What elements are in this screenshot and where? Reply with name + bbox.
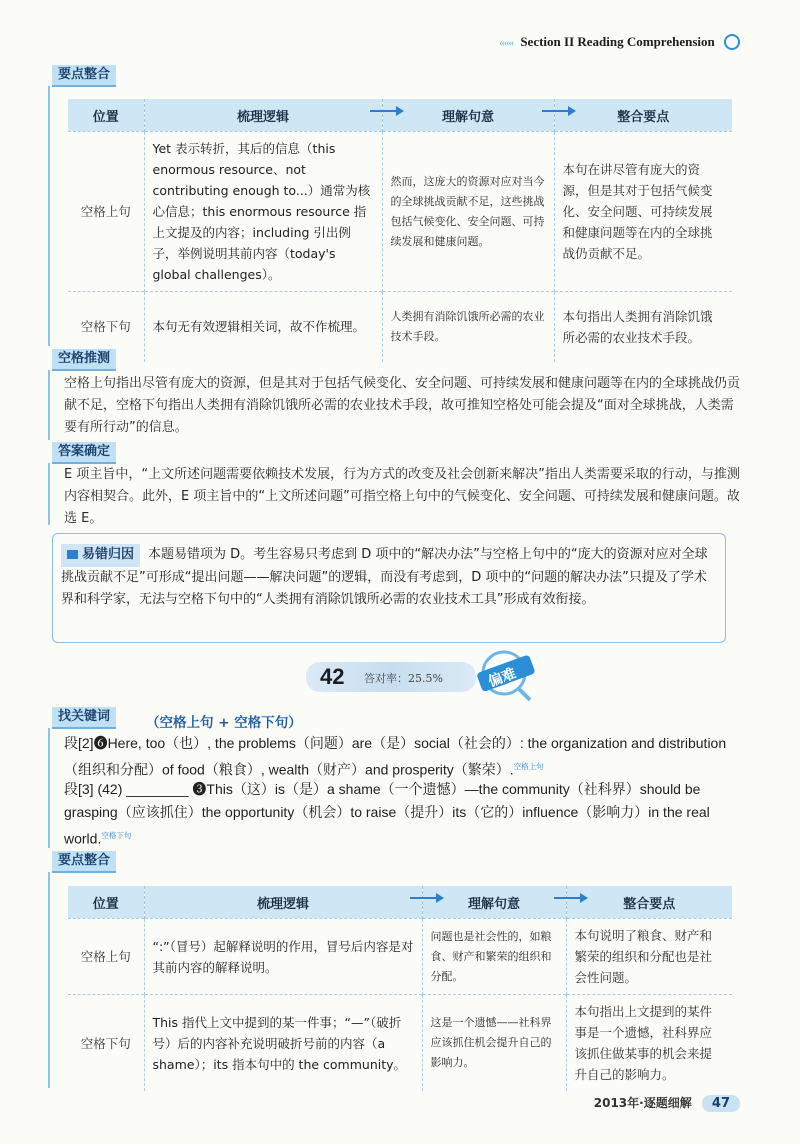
keyword-sentence-1: 段[2]❻Here, too（也）, the problems（问题）are（是）social（社会的）: the organization and distribution（组织和分配）of food（粮食）, wealth（财产）and prosperity（繁荣）.$^{空格上句}$	[64, 735, 727, 778]
correct-rate: 答对率：25.5%	[364, 672, 443, 685]
table-header-row	[68, 99, 732, 132]
table-row	[68, 919, 732, 995]
row-logic: 本句无有效逻辑相关词，故不作梳理。	[144, 292, 382, 362]
header-title: Section II Reading Comprehension	[520, 34, 715, 49]
row-position: 空格下句	[68, 995, 144, 1092]
section-label-key-points-2: 要点整合	[52, 851, 116, 873]
col-header: 梳理逻辑	[144, 99, 382, 132]
row-logic: “:”（冒号）起解释说明的作用，冒号后内容是对其前内容的解释说明。	[144, 919, 422, 995]
key-points-table-1	[68, 99, 732, 362]
col-header: 位置	[68, 99, 144, 132]
table-row	[68, 995, 732, 1092]
col-header: 整合要点	[554, 99, 732, 132]
answer-text: E 项主旨中，“上文所述问题需要依赖技术发展，行为方式的改变及社会创新来解决”指出人类需要采取的行动，与推测内容相契合。此外，E 项主旨中的“上文所述问题”可指空格上句中的气候变化、安全问题、可持续发展和健康问题。故选 E。	[64, 467, 740, 526]
position-note: 空格下句	[101, 831, 132, 840]
mistake-icon	[67, 550, 78, 559]
mistake-text: 本题易错项为 D。考生容易只考虑到 D 项中的“解决办法”与空格上句中的“庞大的资源对应对全球挑战贡献不足”可形成“提出问题——解决问题”的逻辑，而没有考虑到，D 项中的“问题的解决办法”只提及了学术界和科学家，无法与空格下句中的“人类拥有消除饥饿所必需的农业技术工具”形成有效衔接。	[61, 547, 708, 607]
arrow-icon	[410, 897, 438, 899]
mistake-box	[52, 533, 726, 643]
row-meaning: 然而，这庞大的资源对应对当今的全球挑战贡献不足，这些挑战包括气候变化、安全问题、可持续发展和健康问题。	[382, 132, 554, 292]
row-meaning: 这是一个遗憾——社科界应该抓住机会提升自己的影响力。	[422, 995, 566, 1092]
row-meaning: 人类拥有消除饥饿所必需的农业技术手段。	[382, 292, 554, 362]
section-label-keywords: 找关键词	[52, 707, 116, 729]
inference-text: 空格上句指出尽管有庞大的资源，但是其对于包括气候变化、安全问题、可持续发展和健康问题等在内的全球挑战仍贡献不足，空格下句指出人类拥有消除饥饿所必需的农业技术手段，故可推知空格处可能会提及“面对全球挑战，人类需要有所行动”的信息。	[64, 376, 741, 435]
mistake-tag: 易错归因	[61, 544, 140, 567]
col-header: 整合要点	[566, 886, 732, 919]
table-header-row	[68, 886, 732, 919]
arrow-icon	[542, 110, 570, 112]
keyword-sentence-2: 段[3] (42) ________ ❸This（这）is（是）a shame（一个遗憾）—the community（社科界）should be grasping（应该抓住）the opportunity（机会）to raise（提升）its（它的）influence（影响力）in the real world.$^{空格下句}$	[64, 781, 710, 847]
section-label-inference: 空格推测	[52, 349, 116, 371]
col-header: 梳理逻辑	[144, 886, 422, 919]
row-position: 空格上句	[68, 919, 144, 995]
key-points-table-2	[68, 886, 732, 1091]
arrows-icon: ‹‹‹‹‹‹	[499, 38, 514, 49]
keywords-subtitle: （空格上句 + 空格下句）	[146, 715, 302, 731]
running-header	[499, 34, 740, 51]
footer-title: 2013年·逐题细解	[593, 1096, 692, 1110]
row-position: 空格上句	[68, 132, 144, 292]
table-row	[68, 292, 732, 362]
row-position: 空格下句	[68, 292, 144, 362]
row-meaning: 问题也是社会性的，如粮食、财产和繁荣的组织和分配。	[422, 919, 566, 995]
section-label-answer: 答案确定	[52, 442, 116, 464]
section-bar	[48, 872, 50, 1088]
row-logic: This 指代上文中提到的某一件事；“—”（破折号）后的内容补充说明破折号前的内容（a shame）；its 指本句中的 the community。	[144, 995, 422, 1092]
col-header: 位置	[68, 886, 144, 919]
section-bar	[48, 728, 50, 848]
question-number: 42	[320, 664, 345, 689]
section-bar	[48, 370, 50, 440]
table-row	[68, 132, 732, 292]
row-summary: 本句在讲尽管有庞大的资源，但是其对于包括气候变化、安全问题、可持续发展和健康问题等在内的全球挑战仍贡献不足。	[554, 132, 732, 292]
section-bar	[48, 463, 50, 525]
section-label-key-points: 要点整合	[52, 65, 116, 87]
section-bar	[48, 86, 50, 346]
page-number: 47	[702, 1095, 740, 1112]
arrow-icon	[370, 110, 398, 112]
difficulty-label: 偏难	[486, 665, 519, 691]
magnifier-icon	[724, 34, 740, 50]
col-header: 理解句意	[422, 886, 566, 919]
page-footer	[594, 1094, 740, 1112]
row-summary: 本句指出人类拥有消除饥饿所必需的农业技术手段。	[554, 292, 732, 362]
row-logic: Yet 表示转折，其后的信息（this enormous resource、not contributing enough to...）通常为核心信息；this enormous resource 指上文提及的内容；including 引出例子，举例说明其前内容（today's global challenges）。	[144, 132, 382, 292]
row-summary: 本句指出上文提到的某件事是一个遗憾，社科界应该抓住做某事的机会来提升自己的影响力。	[566, 995, 732, 1092]
row-summary: 本句说明了粮食、财产和繁荣的组织和分配也是社会性问题。	[566, 919, 732, 995]
arrow-icon	[554, 897, 582, 899]
col-header: 理解句意	[382, 99, 554, 132]
position-note: 空格上句	[513, 762, 544, 771]
